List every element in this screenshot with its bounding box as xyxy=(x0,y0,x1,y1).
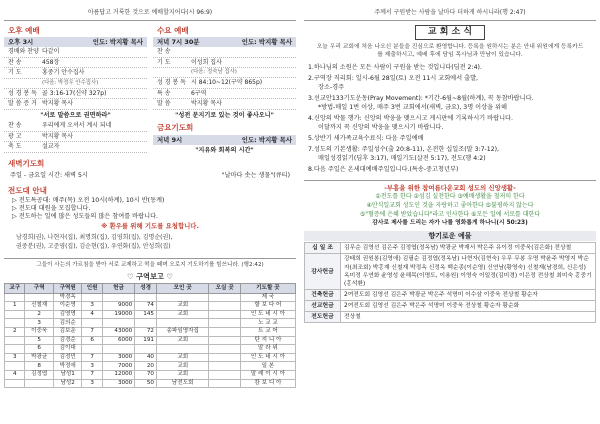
afternoon-item-value: 박지황 목사 xyxy=(42,132,73,140)
wednesday-item-value: 이성희 집사 xyxy=(191,58,222,66)
report-cell: 3 xyxy=(82,379,102,388)
report-cell: 4 xyxy=(5,370,25,379)
news-item-text: 3.선교안133기도운동(Pray Movement): *기간-6월~8월(하계), 꼭 동참바랍니다. xyxy=(308,95,534,103)
report-cell xyxy=(209,293,240,302)
offering-row xyxy=(305,312,596,323)
report-cell xyxy=(25,379,53,388)
afternoon-item-value: 458장 xyxy=(42,58,60,66)
cell-report-table xyxy=(4,283,296,389)
friday-time: 저녁 9시 xyxy=(157,135,183,144)
mission-line-1: ①전도를 한다 ②섬김 실천한다 ③예배생활을 철저히 한다 xyxy=(375,193,525,201)
report-cell xyxy=(209,379,240,388)
afternoon-item-label: 기 도 xyxy=(8,69,22,77)
report-cell xyxy=(209,310,240,319)
wednesday-item-value: (다음: 정숙남 집사) xyxy=(191,69,237,76)
report-cell xyxy=(209,302,240,311)
left-banner: 아름답고 거룩한 것으로 예배할지어다(시 96:9) xyxy=(4,4,296,21)
report-cell: 할 보 다 어 xyxy=(240,302,295,311)
report-cell xyxy=(82,319,102,328)
table-row xyxy=(5,353,296,362)
afternoon-item-row xyxy=(4,99,147,110)
afternoon-item-label: 찬 송 xyxy=(8,122,22,130)
report-cell xyxy=(135,319,157,328)
dawn-theme: "날마다 솟는 생물"(큐티) xyxy=(221,171,290,179)
report-cell: 말 레 이 시 아 xyxy=(240,370,295,379)
report-cell xyxy=(209,345,240,354)
report-cell: 20 xyxy=(135,362,157,371)
report-cell: 이순영 xyxy=(53,302,81,311)
afternoon-title: 오후 예배 xyxy=(8,26,40,35)
report-cell: 40 xyxy=(135,353,157,362)
right-page xyxy=(304,4,596,420)
report-header-cell: 성경 xyxy=(135,283,157,293)
report-cell: 7000 xyxy=(102,362,134,371)
report-cell: 70 xyxy=(135,370,157,379)
offering-row xyxy=(305,289,596,300)
wednesday-item-value: 시 84:10~12(구약 865p) xyxy=(191,79,263,87)
wednesday-item-value: 6구역 xyxy=(191,89,207,97)
mission-verse: 감사로 제사를 드리는 자가 나를 영화롭게 하나니(시 50:23) xyxy=(372,220,528,227)
afternoon-item-row xyxy=(4,121,147,132)
welcome-intro: 오늘 우리 교회에 처음 나오신 분들을 진심으로 환영합니다. 등록을 원하시는 분은 안내 위원에게 등록카드를 제출하시고, 예배 후에 담임 목사님과 만남이 있습니다. xyxy=(316,44,584,59)
report-cell: 박경옥 xyxy=(53,293,81,302)
report-header-row xyxy=(5,283,296,293)
report-cell: 박광균 xyxy=(25,353,53,362)
offering-table xyxy=(304,242,596,323)
wednesday-item-row xyxy=(153,47,296,58)
news-list xyxy=(304,63,596,176)
report-header-cell: 교구 xyxy=(5,283,25,293)
dawn-info xyxy=(4,170,296,182)
afternoon-item-value: 홍중기 안수집사 xyxy=(42,69,85,77)
wednesday-title: 수요 예배 xyxy=(157,26,189,35)
wednesday-service xyxy=(153,24,296,157)
wednesday-item-label: 찬 송 xyxy=(157,48,171,56)
afternoon-item-row xyxy=(4,89,147,100)
report-cell: 3000 xyxy=(102,379,134,388)
afternoon-item-row xyxy=(4,58,147,69)
afternoon-item-value: 골 3:16-17(신약 327p) xyxy=(42,89,107,97)
report-cell: 신철재 xyxy=(25,302,53,311)
news-item-text: 4.신앙의 박물 행가: 신앙의 박웅을 맺으시고 게시판에 기록하시기 바랍니다. xyxy=(308,115,514,123)
guide-title: 전도대 안내 xyxy=(8,185,47,195)
news-item xyxy=(304,134,596,145)
wednesday-head xyxy=(153,37,296,47)
report-cell xyxy=(82,345,102,354)
report-cell xyxy=(156,345,209,354)
wednesday-sermon-title: "성전 문지기로 있는 것이 좋사오니" xyxy=(175,111,274,119)
afternoon-time: 오후 3시 xyxy=(8,38,34,47)
report-cell xyxy=(5,379,25,388)
report-cell xyxy=(135,293,157,302)
afternoon-order xyxy=(4,47,147,109)
report-cell: 교회 xyxy=(156,310,209,319)
wednesday-item-row xyxy=(153,78,296,89)
table-row xyxy=(5,336,296,345)
afternoon-head xyxy=(4,37,147,47)
dawn-time: 주일 - 금요일 시간: 새벽 5시 xyxy=(10,171,88,179)
afternoon-item-row xyxy=(4,79,147,89)
afternoon-item-value: 다같이 xyxy=(42,48,60,56)
mission-title: -부흥을 위한 참여름다운교회 성도의 신앙생활- xyxy=(384,184,516,193)
report-cell xyxy=(209,362,240,371)
report-body xyxy=(5,293,296,388)
report-cell: 7 xyxy=(82,353,102,362)
report-cell: 제 국 xyxy=(240,293,295,302)
report-cell xyxy=(209,319,240,328)
afternoon-item-value: 박지황 목사 xyxy=(42,100,73,108)
report-cell: 인 도 네 시 아 xyxy=(240,353,295,362)
report-cell: 7 xyxy=(82,327,102,336)
report-cell: 145 xyxy=(135,310,157,319)
offering-donors: 강태희 권원봉(김영애) 김필순 김정엽(정옥남) 나현자(김현숙) 우무 무봉 우명 박윤주 박영지 박순자(최조회) 박홍재 신철재 박정옥 신정옥 백순종(이순영) 신연남(황영숙) 신철재(남경희, 신은성) 옥미정 우연화 윤영성 윤해목(이명도, 이용원) 이영숙 이일정(김미경) 이은정 전상철 최미숙 홍중기(홍석환) xyxy=(341,254,596,289)
wednesday-leader: 인도: 박지황 목사 xyxy=(241,38,292,47)
afternoon-item-label: 말 씀 증 거 xyxy=(8,100,37,108)
report-cell xyxy=(5,336,25,345)
report-cell: 교회 xyxy=(156,302,209,311)
report-header-cell: 구역 xyxy=(25,283,53,293)
news-item xyxy=(304,63,596,74)
report-cell: 교회 xyxy=(156,362,209,371)
report-cell xyxy=(5,345,25,354)
report-cell: 6000 xyxy=(102,336,134,345)
patient-names-line-2: 권중분(권), 고준영(집), 김순현(집), 우연화(집), 안성희(집) xyxy=(16,242,171,250)
table-row xyxy=(5,362,296,371)
wednesday-item-value: 박지황 목사 xyxy=(191,100,222,108)
afternoon-item-label: 찬 송 xyxy=(8,58,22,66)
table-row xyxy=(5,370,296,379)
report-cell: 교회 xyxy=(156,336,209,345)
friday-title: 금요기도회 xyxy=(157,123,194,133)
news-item-detail: *방법-매일 1번 이상, 매주 3번 교회에서(새벽, 금요), 3명 이상을 위해 xyxy=(318,104,508,112)
wednesday-item-row xyxy=(153,99,296,110)
patient-names-line-1: 남경희(권), 나현자(집), 최명희(집), 김영희(집), 김명순(권), xyxy=(16,234,173,242)
news-item xyxy=(304,145,596,165)
afternoon-item-label: 경배와 찬양 xyxy=(8,48,39,56)
report-cell: 김정엽 xyxy=(25,370,53,379)
afternoon-item-label: 축 도 xyxy=(8,143,22,151)
news-item-text: 2.구역장 직리회: 일시-6월 28일(토) 오전 11시 교회에서 출발, xyxy=(308,75,479,83)
report-cell: 3 xyxy=(5,353,25,362)
report-cell xyxy=(209,370,240,379)
table-row xyxy=(5,293,296,302)
news-item-text: 5.상반기 새가족교육수료식: 다음 주일예배 xyxy=(308,135,424,143)
report-cell: 교회 xyxy=(156,353,209,362)
report-cell: 74 xyxy=(135,302,157,311)
report-cell: 8 xyxy=(25,362,53,371)
offering-category: 십 일 조 xyxy=(305,243,341,254)
report-header-cell: 기도할 곳 xyxy=(240,283,295,293)
report-cell: 3 xyxy=(82,362,102,371)
dawn-title: 새벽기도회 xyxy=(8,158,45,168)
report-cell: 3 xyxy=(25,319,53,328)
news-item-text: 1.하나님의 소원은 모든 사람이 구원을 받는 것입니다(딤전 2:4). xyxy=(308,64,482,72)
report-cell: 박정애 xyxy=(53,362,81,371)
report-cell: 43000 xyxy=(102,327,134,336)
report-cell: 트 교 어 xyxy=(240,327,295,336)
wednesday-item-row xyxy=(153,68,296,78)
afternoon-item-value: 설교자 xyxy=(42,143,60,151)
report-cell: 김영명 xyxy=(53,310,81,319)
report-cell xyxy=(5,319,25,328)
wednesday-order xyxy=(153,47,296,109)
report-cell: 김경순 xyxy=(53,336,81,345)
mission-line-2: ④안식일교회 성도인 것을 자랑하고 좋아한다 ⑤불평하지 않는다 xyxy=(366,202,534,210)
table-row xyxy=(5,302,296,311)
report-cell: 말 라 위 xyxy=(240,345,295,354)
news-item-detail: 이달까지 꼭 신앙의 박웅을 맺으시기 바랍니다. xyxy=(318,124,444,132)
report-cell: 캄 보 디 아 xyxy=(240,379,295,388)
offering-category: 건축헌금 xyxy=(305,289,341,300)
report-cell xyxy=(82,293,102,302)
guide-line-2: ▷ 전도대 대원을 모집합니다. xyxy=(12,204,91,212)
wednesday-item-label: 말 씀 xyxy=(157,100,171,108)
report-cell: 6 xyxy=(82,336,102,345)
friday-leader: 인도: 박지황 목사 xyxy=(241,135,292,144)
news-item xyxy=(304,114,596,134)
offering-donors: 김무순 김영선 김은주 김정엽(정옥남) 박광균 박재서 박은주 유이정 이중욱(김은화) 전상철 xyxy=(341,243,596,254)
table-row xyxy=(5,327,296,336)
afternoon-sermon-title: "서로 말씀으로 권면하라" xyxy=(40,111,111,119)
report-title: ♡ 구역보고 ♡ xyxy=(127,271,173,281)
offering-donors: 전상철 xyxy=(341,312,596,323)
offering-row xyxy=(305,254,596,289)
report-cell: 191 xyxy=(135,336,157,345)
report-cell xyxy=(5,310,25,319)
worship-columns xyxy=(4,24,296,157)
report-cell: 인 도 네 시 아 xyxy=(240,310,295,319)
report-cell: 50 xyxy=(135,379,157,388)
report-cell xyxy=(5,362,25,371)
report-cell: 2 xyxy=(5,327,25,336)
report-cell: 김보운 xyxy=(53,327,81,336)
offering-category: 선교헌금 xyxy=(305,300,341,311)
report-cell xyxy=(209,327,240,336)
offering-category: 전도헌금 xyxy=(305,312,341,323)
prayer-request-heading: ※ 환우를 위해 기도를 요청합니다. xyxy=(101,222,199,231)
news-item-detail: 장소-경주 xyxy=(318,84,345,92)
report-cell xyxy=(209,336,240,345)
afternoon-item-label: 성 경 봉 독 xyxy=(8,89,37,97)
report-cell: 이중욱 xyxy=(25,327,53,336)
news-item-detail: 매일성경읽기(딤후 3:17), 매일기도(살전 5:17), 전도(행 4:2) xyxy=(318,155,486,163)
offering-donors: 2여전도회 김영선 김은주 박은주 석명미 이중욱 전상철 황순자 황순화 xyxy=(341,300,596,311)
report-cell: 9000 xyxy=(102,302,134,311)
offering-row xyxy=(305,243,596,254)
friday-theme: "지유와 회복의 시간" xyxy=(195,146,254,154)
report-cell: 탄 지 니 아 xyxy=(240,336,295,345)
report-cell: 7 xyxy=(82,370,102,379)
report-cell: 송파임영자집 xyxy=(156,327,209,336)
table-row xyxy=(5,345,296,354)
report-cell xyxy=(209,353,240,362)
afternoon-order-2 xyxy=(4,121,147,153)
mission-line-3: ⑤"혈증에 은혜 받았습니다"라고 인사한다 ⑥모든 일에 서로를 대한다 xyxy=(359,211,541,219)
wednesday-time: 저녁 7시 30분 xyxy=(157,38,200,47)
report-cell: 2 xyxy=(25,310,53,319)
afternoon-item-value: 우리에게 오셔서 계시 되네 xyxy=(42,122,112,130)
report-cell: 4 xyxy=(82,310,102,319)
report-cell xyxy=(5,293,25,302)
afternoon-item-value: (다음: 박정우 안수집사) xyxy=(42,79,99,86)
report-cell: 남전도회 xyxy=(156,379,209,388)
table-row xyxy=(5,310,296,319)
offering-row xyxy=(305,300,596,311)
patient-names xyxy=(4,232,296,253)
afternoon-item-row xyxy=(4,68,147,79)
report-cell xyxy=(156,319,209,328)
report-header-cell: 헌금 xyxy=(102,283,134,293)
report-cell: 6 xyxy=(25,345,53,354)
news-item xyxy=(304,74,596,94)
report-cell: 12000 xyxy=(102,370,134,379)
afternoon-leader: 인도: 박지황 목사 xyxy=(92,38,143,47)
report-cell: 남성2 xyxy=(53,379,81,388)
report-header-cell: 구역원 xyxy=(53,283,81,293)
guide-line-1: ▷ 전도특공대: 매주(목) 오전 10시(하계), 10시 반(동계) xyxy=(12,197,165,204)
offering-donors: 2여전도회 김영선 김은주 박광균 박은주 석명미 이수삼 이중욱 전상철 황순자 xyxy=(341,289,596,300)
report-cell: 노 교 교 xyxy=(240,319,295,328)
report-cell: 김정민 xyxy=(53,353,81,362)
report-cell: 72 xyxy=(135,327,157,336)
report-cell: 19000 xyxy=(102,310,134,319)
afternoon-item-label: 광 고 xyxy=(8,132,22,140)
wednesday-item-row xyxy=(153,89,296,100)
report-header-cell: 오실 곳 xyxy=(209,283,240,293)
acts-verse: 그들이 사는의 가르침을 받아 서로 교제하고 떡을 떼며 오로지 기도하기를 힘쓰니라. (행2:42) xyxy=(4,258,296,269)
report-cell xyxy=(102,319,134,328)
guide-line-3: ▷ 전도하는 일에 많은 성도들의 많은 참여를 바랍니다. xyxy=(12,212,159,220)
right-banner: 주께서 구원받는 사람을 날마다 더하게 하시니라(행 2:47) xyxy=(304,4,596,21)
wednesday-item-label: 성 경 봉 독 xyxy=(157,79,186,87)
afternoon-item-row xyxy=(4,142,147,153)
report-cell xyxy=(135,345,157,354)
table-row xyxy=(5,319,296,328)
report-cell: 3000 xyxy=(102,353,134,362)
report-cell: 3 xyxy=(82,302,102,311)
wednesday-item-row xyxy=(153,58,296,69)
wednesday-item-label: 특 송 xyxy=(157,89,171,97)
afternoon-service xyxy=(4,24,147,157)
report-cell: 남성1 xyxy=(53,370,81,379)
wednesday-item-label: 기 도 xyxy=(157,58,171,66)
table-row xyxy=(5,379,296,388)
news-item-text: 8.다음 주일은 온세대예배주일입니다.(특송-중고청년부) xyxy=(308,166,459,174)
mission-box xyxy=(304,180,596,227)
report-cell: 교회 xyxy=(156,370,209,379)
news-item xyxy=(304,165,596,176)
report-cell: 김의순 xyxy=(53,319,81,328)
report-cell xyxy=(156,293,209,302)
offering-title: 향기로운 예물 xyxy=(304,231,596,242)
friday-head xyxy=(153,135,296,145)
report-cell xyxy=(25,293,53,302)
news-title: 교 회 소 식 xyxy=(415,25,485,40)
report-cell: 일 본 xyxy=(240,362,295,371)
offering-category: 감사헌금 xyxy=(305,254,341,289)
left-page xyxy=(4,4,296,420)
report-header-cell: 모인 곳 xyxy=(156,283,209,293)
report-cell: 김이대 xyxy=(53,345,81,354)
afternoon-item-row xyxy=(4,132,147,143)
afternoon-item-row xyxy=(4,47,147,58)
report-cell: 5 xyxy=(25,336,53,345)
report-cell xyxy=(102,293,134,302)
report-header-cell: 인원 xyxy=(82,283,102,293)
news-item xyxy=(304,94,596,114)
news-item-text: 7.성도의 기본생활: 주일성수(출 20:8-11), 온전한 십일조(말 3:7-12), xyxy=(308,146,500,154)
report-cell xyxy=(102,345,134,354)
report-cell: 1 xyxy=(5,302,25,311)
